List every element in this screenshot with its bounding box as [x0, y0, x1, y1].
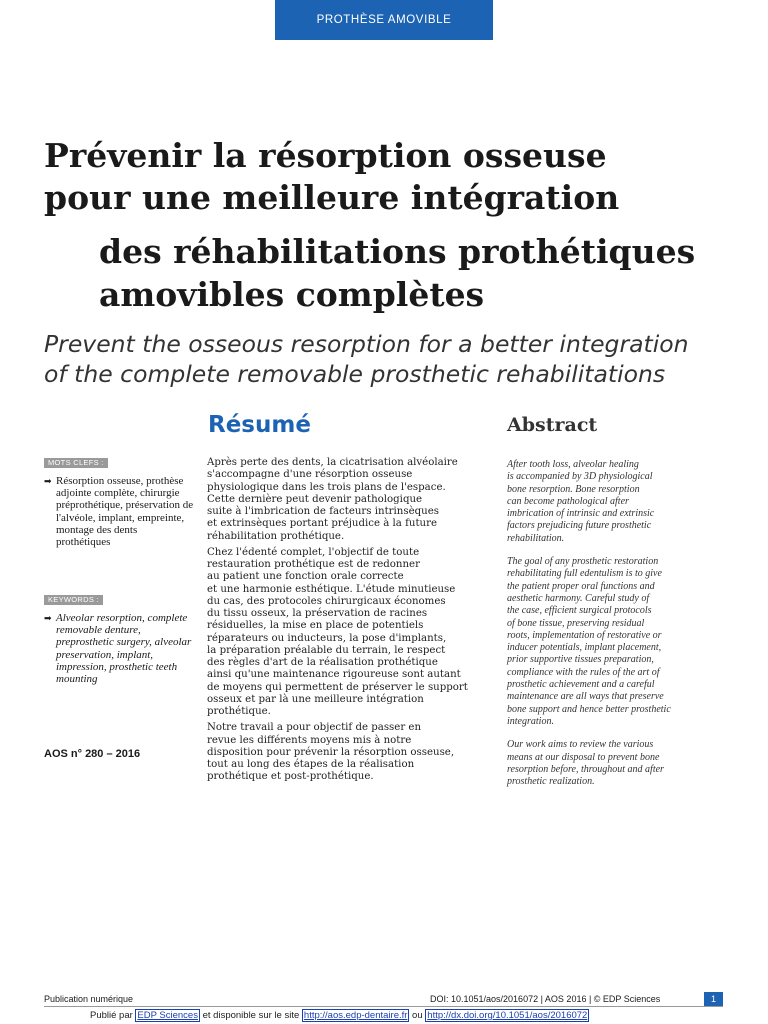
keywords-en-text: Alveolar resorption, complete removable denture, preprosthetic surgery, alveolar preservation, implant, impression, prosthetic teeth mounting	[56, 612, 192, 686]
keywords-fr-text: Résorption osseuse, prothèse adjointe complète, chirurgie préprothétique, préservation de l'alvéole, implant, empreinte, montage des dents prothétiques	[56, 475, 194, 549]
abstract-paragraph-1: After tooth loss, alveolar healing is accompanied by 3D physiological bone resorption. Bone resorption can become pathological after imbrication of intrinsic and extrinsic factors prejudicing future prosthetic rehabilitation.	[507, 459, 655, 544]
aos-site-link[interactable]: http://aos.edp-dentaire.fr	[303, 1010, 408, 1021]
arrow-bullet-icon: ➡	[44, 613, 52, 623]
title-fr-line4: amovibles complètes	[99, 275, 485, 314]
resume-paragraph-1: Après perte des dents, la cicatrisation alvéolaire s'accompagne d'une résorption osseuse physiologique dans les trois plans de l'espace. Cette dernière peut devenir pathologique suite à l'imbrication de facteurs intrinsèques et extrinsèques portant préjudice à la future réhabilitation prothétique.	[207, 457, 458, 542]
resume-body	[207, 457, 485, 788]
title-fr-line2: pour une meilleure intégration	[44, 178, 620, 217]
title-fr-line1: Prévenir la résorption osseuse	[44, 136, 607, 175]
footer-publication-label: Publication numérique	[44, 994, 134, 1004]
keywords-fr-label: MOTS CLEFS :	[44, 458, 108, 468]
title-en-block	[44, 329, 689, 389]
title-en-line1: Prevent the osseous resorption for a better integration	[44, 330, 689, 358]
section-header-tab: PROTHÈSE AMOVIBLE	[275, 0, 493, 40]
abstract-paragraph-2: The goal of any prosthetic restoration rehabilitating full edentulism is to give the patient proper oral functions and aesthetic harmony. Careful study of the case, efficient surgical protocols of bone tissue, preserving residual roots, implementation of restorative or inducer potentials, implant placement, prior supportive tissues preparation, compliance with the rules of the art of prosthetic achievement and a careful maintenance are all ways that preserve bone support and hence better prosthetic integration.	[507, 556, 671, 727]
edp-sciences-link[interactable]: EDP Sciences	[137, 1010, 198, 1021]
publisher-line	[90, 1010, 589, 1021]
resume-paragraph-3: Notre travail a pour objectif de passer en revue les différents moyens mis à notre disposition pour prévenir la résorption osseuse, tout au long des étapes de la réalisation prothétique et post-prothétique.	[207, 722, 455, 783]
abstract-heading: Abstract	[507, 414, 598, 436]
keywords-en	[44, 612, 194, 685]
abstract-body	[507, 459, 727, 799]
keywords-fr	[44, 475, 194, 548]
publisher-or: ou	[409, 1010, 426, 1021]
title-block	[44, 135, 619, 219]
title-sub-block	[99, 230, 695, 316]
publisher-mid: et disponible sur le site	[199, 1010, 302, 1021]
arrow-bullet-icon: ➡	[44, 476, 52, 486]
abstract-paragraph-3: Our work aims to review the various means at our disposal to prevent bone resorption before, throughout and after prosthetic realization.	[507, 739, 664, 788]
aos-reference: AOS n° 280 – 2016	[44, 748, 141, 760]
publisher-prefix: Publié par	[90, 1010, 136, 1021]
page-number: 1	[704, 992, 723, 1006]
resume-paragraph-2: Chez l'édenté complet, l'objectif de toute restauration prothétique est de redonner au patient une fonction orale correcte et une harmonie esthétique. L'étude minutieuse du cas, des protocoles chirurgicaux économes du tissu osseux, la préservation de racines résiduelles, la mise en place de potentiels réparateurs ou inducteurs, la pose d'implants, la préparation préalable du terrain, le respect des règles d'art de la réalisation prothétique ainsi qu'une maintenance rigoureuse sont autant de moyens qui permettent de préserver le support osseux et par là une meilleure intégration prothétique.	[207, 546, 468, 717]
keywords-en-label: KEYWORDS :	[44, 595, 103, 605]
resume-heading: Résumé	[208, 412, 311, 438]
title-fr-line3: des réhabilitations prothétiques	[99, 232, 696, 271]
doi-link[interactable]: http://dx.doi.org/10.1051/aos/2016072	[427, 1010, 588, 1021]
title-en-line2: of the complete removable prosthetic rehabilitations	[44, 360, 666, 388]
footer-divider	[44, 1006, 723, 1007]
footer-doi: DOI: 10.1051/aos/2016072 | AOS 2016 | © EDP Sciences	[430, 994, 661, 1004]
